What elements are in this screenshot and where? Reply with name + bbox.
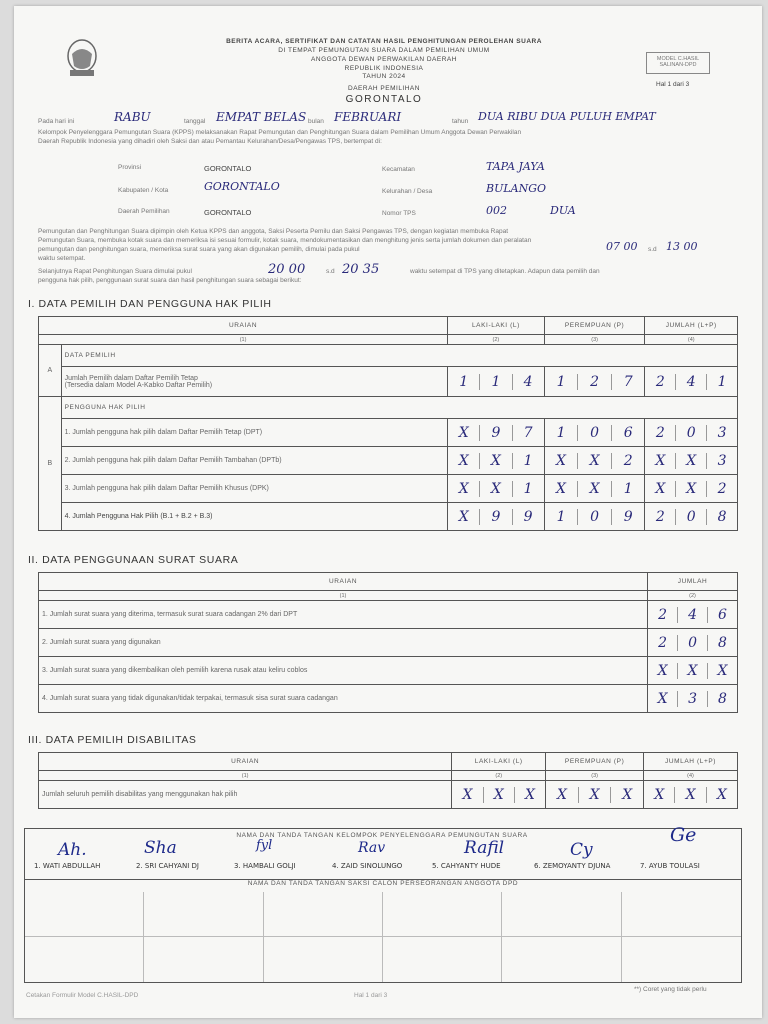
s1-col-lp: JUMLAH (L+P) xyxy=(645,317,738,335)
count-start-time: 20 00 xyxy=(268,262,306,277)
year-value: DUA RIBU DUA PULUH EMPAT xyxy=(478,110,656,123)
s1-col-l: LAKI-LAKI (L) xyxy=(448,317,545,335)
para2-line1b: waktu setempat di TPS yang ditetapkan. Adapun data pemilih dan xyxy=(410,268,600,275)
s1-a-title: DATA PEMILIH xyxy=(61,345,737,367)
saksi-header: NAMA DAN TANDA TANGAN SAKSI CALON PERSEORANGAN ANGGOTA DPD xyxy=(247,880,519,887)
section-3-title: III. DATA PEMILIH DISABILITAS xyxy=(28,734,197,746)
end-time: 13 00 xyxy=(666,240,698,253)
provinsi-value: GORONTALO xyxy=(204,164,252,173)
sd-label: s.d xyxy=(648,246,657,253)
s1-b4-text: 4. Jumlah Pengguna Hak Pilih (B.1 + B.2 + B.3) xyxy=(61,503,448,531)
s1-num-1: (1) xyxy=(39,335,448,345)
kpps-name-7: 7. AYUB TOULASI xyxy=(640,862,700,870)
digit-cell: X xyxy=(458,452,469,469)
s2-col-jumlah: JUMLAH xyxy=(648,573,738,591)
provinsi-label: Provinsi xyxy=(118,164,142,171)
digit-cell: 2 xyxy=(658,606,668,623)
digit-cell: 6 xyxy=(611,425,645,441)
digit-cell: X xyxy=(706,787,737,803)
digit-cell: 8 xyxy=(707,635,737,651)
month-label: bulan xyxy=(308,118,324,125)
digit-cell: 1 xyxy=(459,373,469,390)
model-code: MODEL C.HASIL xyxy=(656,56,700,62)
kpu-logo xyxy=(62,36,102,80)
s3-col-l: LAKI-LAKI (L) xyxy=(452,753,546,771)
s1-b3-lp xyxy=(645,481,737,497)
s2-num-1: (1) xyxy=(39,591,648,601)
s1-a1-text-1: Jumlah Pemilih dalam Daftar Pemilih Tetap xyxy=(64,374,198,382)
digit-cell: 0 xyxy=(577,509,611,525)
s1-b1-lp xyxy=(645,425,737,441)
s1-a1-lp xyxy=(645,374,737,390)
dapil-label: DAERAH PEMILIHAN xyxy=(348,85,420,92)
s3-r1-text: Jumlah seluruh pemilih disabilitas yang menggunakan hak pilih xyxy=(39,781,452,809)
saksi-signature-box xyxy=(24,878,742,983)
section-3-table xyxy=(38,752,738,809)
s1-b4-l xyxy=(448,509,544,525)
digit-cell: 6 xyxy=(707,607,737,623)
digit-cell: X xyxy=(479,481,511,497)
tps-label: Nomor TPS xyxy=(382,210,416,217)
digit-cell: 0 xyxy=(577,425,611,441)
s2-r3-text: 3. Jumlah surat suara yang dikembalikan oleh pemilih karena rusak atau keliru coblos xyxy=(39,657,648,685)
kelurahan-value: BULANGO xyxy=(486,182,547,195)
section-2-table xyxy=(38,572,738,713)
kelurahan-label: Kelurahan / Desa xyxy=(382,188,433,195)
digit-cell: X xyxy=(458,480,469,497)
intro-line-3: Daerah Republik Indonesia yang dihadiri oleh Saksi dan atau Pemantau Kelurahan/Desa/Pengawas TPS, bertempat di: xyxy=(38,138,382,145)
s1-b3-p xyxy=(545,481,645,497)
year-label: tahun xyxy=(452,118,469,125)
s3-num-4: (4) xyxy=(644,771,738,781)
s1-col-uraian: URAIAN xyxy=(39,317,448,335)
digit-cell: 4 xyxy=(675,374,706,390)
dapil-name: GORONTALO xyxy=(345,94,423,105)
digit-cell: 4 xyxy=(512,374,544,390)
para1-line3: pemungutan dan penghitungan suara, memeriksa surat suara yang akan digunakan pemilih, dimulai pada pukul xyxy=(38,246,360,253)
digit-cell: 9 xyxy=(479,425,511,441)
digit-cell: X xyxy=(674,787,705,803)
s1-a1-p xyxy=(545,374,645,390)
digit-cell: 1 xyxy=(512,453,544,469)
kpps-header: NAMA DAN TANDA TANGAN KELOMPOK PENYELENGGARA PEMUNGUTAN SUARA xyxy=(236,832,528,839)
s1-b3-l xyxy=(448,481,544,497)
s1-b4-p xyxy=(545,509,645,525)
s1-a1-l xyxy=(448,374,544,390)
s3-col-p: PEREMPUAN (P) xyxy=(546,753,644,771)
digit-cell: 9 xyxy=(611,509,645,525)
s3-num-1: (1) xyxy=(39,771,452,781)
s3-r1-p xyxy=(546,787,643,803)
s2-col-uraian: URAIAN xyxy=(39,573,648,591)
s1-b4-lp xyxy=(645,509,737,525)
intro-line-2: Kelompok Penyelenggara Pemungutan Suara (KPPS) melaksanakan Rapat Pemungutan dan Penghitungan Suara dalam Pemilihan Umum Anggota Dewan Perwakilan xyxy=(38,129,522,136)
digit-cell: 9 xyxy=(479,509,511,525)
kpps-name-6: 6. ZEMOYANTY DJUNA xyxy=(534,862,611,870)
day-label: Pada hari ini xyxy=(38,118,75,125)
tps-value: 002 xyxy=(486,204,507,217)
s2-r4-text: 4. Jumlah surat suara yang tidak digunakan/tidak terpakai, termasuk sisa surat suara cadangan xyxy=(39,685,648,713)
s1-b2-text: 2. Jumlah pengguna hak pilih dalam Daftar Pemilih Tambahan (DPTb) xyxy=(61,447,448,475)
digit-cell: 2 xyxy=(611,453,645,469)
digit-cell: 1 xyxy=(556,373,566,390)
title-line-5: TAHUN 2024 xyxy=(362,73,406,80)
s1-a1-text-2: (Tersedia dalam Model A-Kabko Daftar Pemilih) xyxy=(64,381,213,389)
section-2-title: II. DATA PENGGUNAAN SURAT SUARA xyxy=(28,554,239,566)
digit-cell: 0 xyxy=(675,425,706,441)
digit-cell: X xyxy=(458,424,469,441)
digit-cell: X xyxy=(677,663,707,679)
s1-col-p: PEREMPUAN (P) xyxy=(544,317,645,335)
footer-center: Hal 1 dari 3 xyxy=(354,992,388,999)
digit-cell: 3 xyxy=(677,691,707,707)
digit-cell: 1 xyxy=(556,424,566,441)
s3-num-2: (2) xyxy=(452,771,546,781)
digit-cell: X xyxy=(610,787,643,803)
digit-cell: 3 xyxy=(706,453,737,469)
kpps-name-2: 2. SRI CAHYANI DJ xyxy=(136,862,199,870)
count-sd-label: s.d xyxy=(326,268,335,275)
s3-col-uraian: URAIAN xyxy=(39,753,452,771)
digit-cell: 1 xyxy=(512,481,544,497)
title-line-1: BERITA ACARA, SERTIFIKAT DAN CATATAN HASIL PENGHITUNGAN PEROLEHAN SUARA xyxy=(226,38,542,45)
page-label: Hal 1 dari 3 xyxy=(656,81,690,88)
s2-r1-text: 1. Jumlah surat suara yang diterima, termasuk surat suara cadangan 2% dari DPT xyxy=(39,601,648,629)
digit-cell: X xyxy=(675,481,706,497)
signature-5: Rafil xyxy=(464,838,505,858)
para2-line1a: Selanjutnya Rapat Penghitungan Suara dimulai pukul xyxy=(38,268,192,275)
month-value: FEBRUARI xyxy=(334,110,402,124)
digit-cell: 2 xyxy=(706,481,737,497)
digit-cell: 2 xyxy=(655,508,665,525)
digit-cell: 1 xyxy=(479,374,511,390)
digit-cell: 2 xyxy=(655,373,665,390)
s1-a-label: A xyxy=(39,345,62,397)
s2-r4 xyxy=(648,691,737,707)
digit-cell: X xyxy=(578,787,611,803)
digit-cell: X xyxy=(462,786,473,803)
para1-line2: Pemungutan Suara, membuka kotak suara dan memeriksa isi sesuai formulir, kotak suara, mendokumentasikan dan menghitung jenis serta jumlah dokumen dan peralatan xyxy=(38,237,532,244)
s1-num-3: (3) xyxy=(544,335,645,345)
s1-b-label: B xyxy=(39,397,62,531)
digit-cell: 1 xyxy=(556,508,566,525)
s1-a1-text xyxy=(61,367,448,397)
s1-num-2: (2) xyxy=(448,335,545,345)
date-value: EMPAT BELAS xyxy=(216,110,307,124)
signature-7: Ge xyxy=(670,824,697,846)
footer-right: **) Coret yang tidak perlu xyxy=(634,986,707,993)
model-code-2: SALINAN-DPD xyxy=(659,62,697,68)
digit-cell: 2 xyxy=(577,374,611,390)
s3-r1-l xyxy=(452,787,545,803)
s1-b-title: PENGGUNA HAK PILIH xyxy=(61,397,737,419)
kpps-name-3: 3. HAMBALI GOLJI xyxy=(234,862,296,870)
section-1-table xyxy=(38,316,738,531)
digit-cell: X xyxy=(655,480,666,497)
digit-cell: 3 xyxy=(706,425,737,441)
digit-cell: 2 xyxy=(655,424,665,441)
digit-cell: 2 xyxy=(658,634,668,651)
s1-b2-lp xyxy=(645,453,737,469)
form-paper xyxy=(14,6,762,1018)
para1-line1: Pemungutan dan Penghitungan Suara dipimpin oleh Ketua KPPS dan anggota, Saksi Peserta Pemilu dan Saksi Pengawas TPS, dengan kegiatan membuka Rapat xyxy=(38,228,508,235)
digit-cell: X xyxy=(675,453,706,469)
date-label: tanggal xyxy=(184,118,206,125)
digit-cell: 8 xyxy=(707,691,737,707)
digit-cell: X xyxy=(577,453,611,469)
digit-cell: 0 xyxy=(677,635,707,651)
s2-r3 xyxy=(648,663,737,679)
digit-cell: X xyxy=(556,480,566,497)
s1-b1-p xyxy=(545,425,645,441)
s3-col-lp: JUMLAH (L+P) xyxy=(644,753,738,771)
kabupaten-value: GORONTALO xyxy=(204,180,280,193)
signature-4: Rav xyxy=(358,840,386,856)
signature-3: fyl xyxy=(256,838,273,853)
digit-cell: 7 xyxy=(611,374,645,390)
count-end-time: 20 35 xyxy=(342,262,380,277)
digit-cell: 7 xyxy=(512,425,544,441)
s1-b2-p xyxy=(545,453,645,469)
kecamatan-label: Kecamatan xyxy=(382,166,415,173)
kpps-name-1: 1. WATI ABDULLAH xyxy=(34,862,101,870)
digit-cell: X xyxy=(458,508,469,525)
title-line-3: ANGGOTA DEWAN PERWAKILAN DAERAH xyxy=(311,56,457,63)
s2-num-2: (2) xyxy=(648,591,738,601)
signature-1: Ah. xyxy=(58,840,87,860)
digit-cell: 4 xyxy=(677,607,707,623)
s1-b3-text: 3. Jumlah pengguna hak pilih dalam Daftar Pemilih Khusus (DPK) xyxy=(61,475,448,503)
s3-r1-lp xyxy=(644,787,737,803)
title-line-2: DI TEMPAT PEMUNGUTAN SUARA DALAM PEMILIHAN UMUM xyxy=(278,47,490,54)
s2-r2-text: 2. Jumlah surat suara yang digunakan xyxy=(39,629,648,657)
digit-cell: 1 xyxy=(611,481,645,497)
title-line-4: REPUBLIK INDONESIA xyxy=(344,65,424,72)
s1-num-4: (4) xyxy=(645,335,738,345)
day-value: RABU xyxy=(114,110,151,124)
digit-cell: X xyxy=(556,452,566,469)
kabupaten-label: Kabupaten / Kota xyxy=(118,187,169,194)
digit-cell: X xyxy=(654,786,665,803)
digit-cell: X xyxy=(557,786,567,803)
location-dapil-value: GORONTALO xyxy=(204,208,252,217)
kpps-name-4: 4. ZAID SINOLUNGO xyxy=(332,862,403,870)
digit-cell: X xyxy=(707,663,737,679)
digit-cell: 0 xyxy=(675,509,706,525)
signature-6: Cy xyxy=(570,840,593,860)
saksi-grid xyxy=(25,892,741,982)
s1-b1-text: 1. Jumlah pengguna hak pilih dalam Daftar Pemilih Tetap (DPT) xyxy=(61,419,448,447)
footer-left: Cetakan Formulir Model C.HASIL-DPD xyxy=(26,992,139,999)
kpps-name-5: 5. CAHYANTY HUDE xyxy=(432,862,501,870)
digit-cell: 8 xyxy=(706,509,737,525)
digit-cell: X xyxy=(483,787,514,803)
model-code-box xyxy=(646,52,710,74)
digit-cell: X xyxy=(577,481,611,497)
digit-cell: X xyxy=(655,452,666,469)
signature-2: Sha xyxy=(144,838,177,858)
s2-r2 xyxy=(648,635,737,651)
kecamatan-value: TAPA JAYA xyxy=(486,160,545,173)
digit-cell: X xyxy=(479,453,511,469)
digit-cell: 9 xyxy=(512,509,544,525)
digit-cell: X xyxy=(657,690,668,707)
location-dapil-label: Daerah Pemilihan xyxy=(118,208,170,215)
digit-cell: 1 xyxy=(706,374,737,390)
section-1-title: I. DATA PEMILIH DAN PENGGUNA HAK PILIH xyxy=(28,298,272,310)
tps-words: DUA xyxy=(550,204,576,217)
s1-b2-l xyxy=(448,453,544,469)
s3-num-3: (3) xyxy=(546,771,644,781)
para1-line4: waktu setempat. xyxy=(38,255,86,262)
digit-cell: X xyxy=(657,662,668,679)
digit-cell: X xyxy=(514,787,545,803)
s1-b1-l xyxy=(448,425,544,441)
start-time: 07 00 xyxy=(606,240,638,253)
para2-line2: pengguna hak pilih, penggunaan surat suara dan hasil penghitungan suara sebagai berikut: xyxy=(38,277,302,284)
s2-r1 xyxy=(648,607,737,623)
